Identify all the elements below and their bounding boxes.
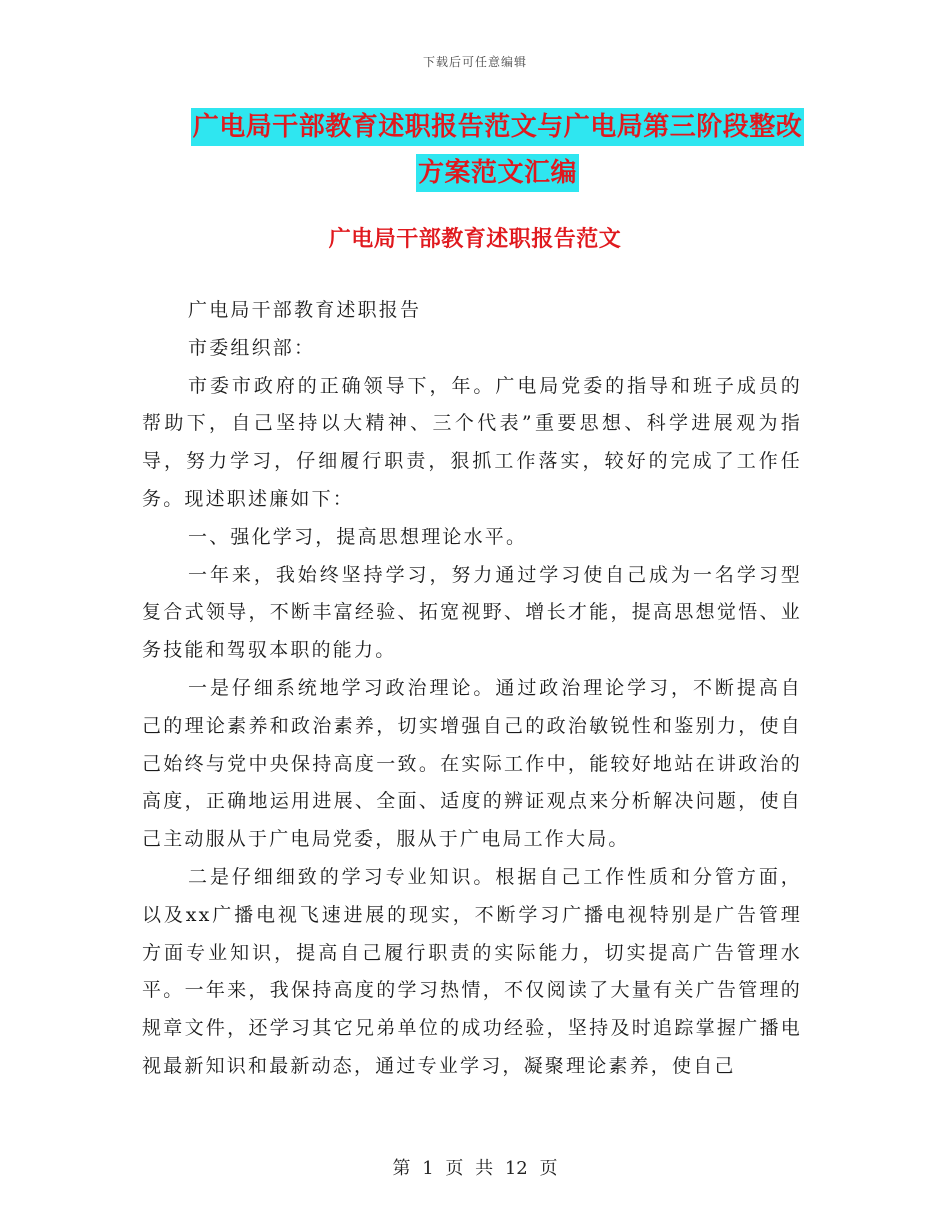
body-text — [142, 292, 802, 1086]
document-title-line-1: 广电局干部教育述职报告范文与广电局第三阶段整改 — [191, 108, 805, 146]
section-heading: 广电局干部教育述职报告范文 — [328, 227, 622, 252]
paragraph: 市委市政府的正确领导下，年。广电局党委的指导和班子成员的帮助下，自己坚持以大精神、三个代表”重要思想、科学进展观为指导，努力学习，仔细履行职责，狠抓工作落实，较好的完成了工作任务。现述职述廉如下： — [142, 374, 802, 510]
paragraph: 广电局干部教育述职报告 — [188, 299, 422, 321]
paragraph: 市委组织部： — [188, 336, 316, 359]
paragraph: 一、强化学习，提高思想理论水平。 — [188, 525, 528, 548]
document-title — [185, 108, 810, 200]
page-footer: 第 1 页 共 12 页 — [392, 1158, 558, 1179]
document-title-line-2: 方案范文汇编 — [416, 154, 579, 192]
paragraph: 一是仔细系统地学习政治理论。通过政治理论学习，不断提高自己的理论素养和政治素养，切实增强自己的政治敏锐性和鉴别力，使自己始终与党中央保持高度一致。在实际工作中，能较好地站在讲政治的高度，正确地运用进展、全面、适度的辨证观点来分析解决问题，使自己主动服从于广电局党委，服从于广电局工作大局。 — [142, 676, 802, 851]
paragraph: 二是仔细细致的学习专业知识。根据自己工作性质和分管方面，以及xx广播电视飞速进展的现实，不断学习广播电视特别是广告管理方面专业知识，提高自己履行职责的实际能力，切实提高广告管理水平。一年来，我保持高度的学习热情，不仅阅读了大量有关广告管理的规章文件，还学习其它兄弟单位的成功经验，坚持及时追踪掌握广播电视最新知识和最新动态，通过专业学习，凝聚理论素养，使自己 — [142, 865, 802, 1077]
header-note: 下载后可任意编辑 — [422, 55, 527, 69]
paragraph: 一年来，我始终坚持学习，努力通过学习使自己成为一名学习型复合式领导，不断丰富经验、拓宽视野、增长才能，提高思想觉悟、业务技能和驾驭本职的能力。 — [142, 563, 802, 662]
